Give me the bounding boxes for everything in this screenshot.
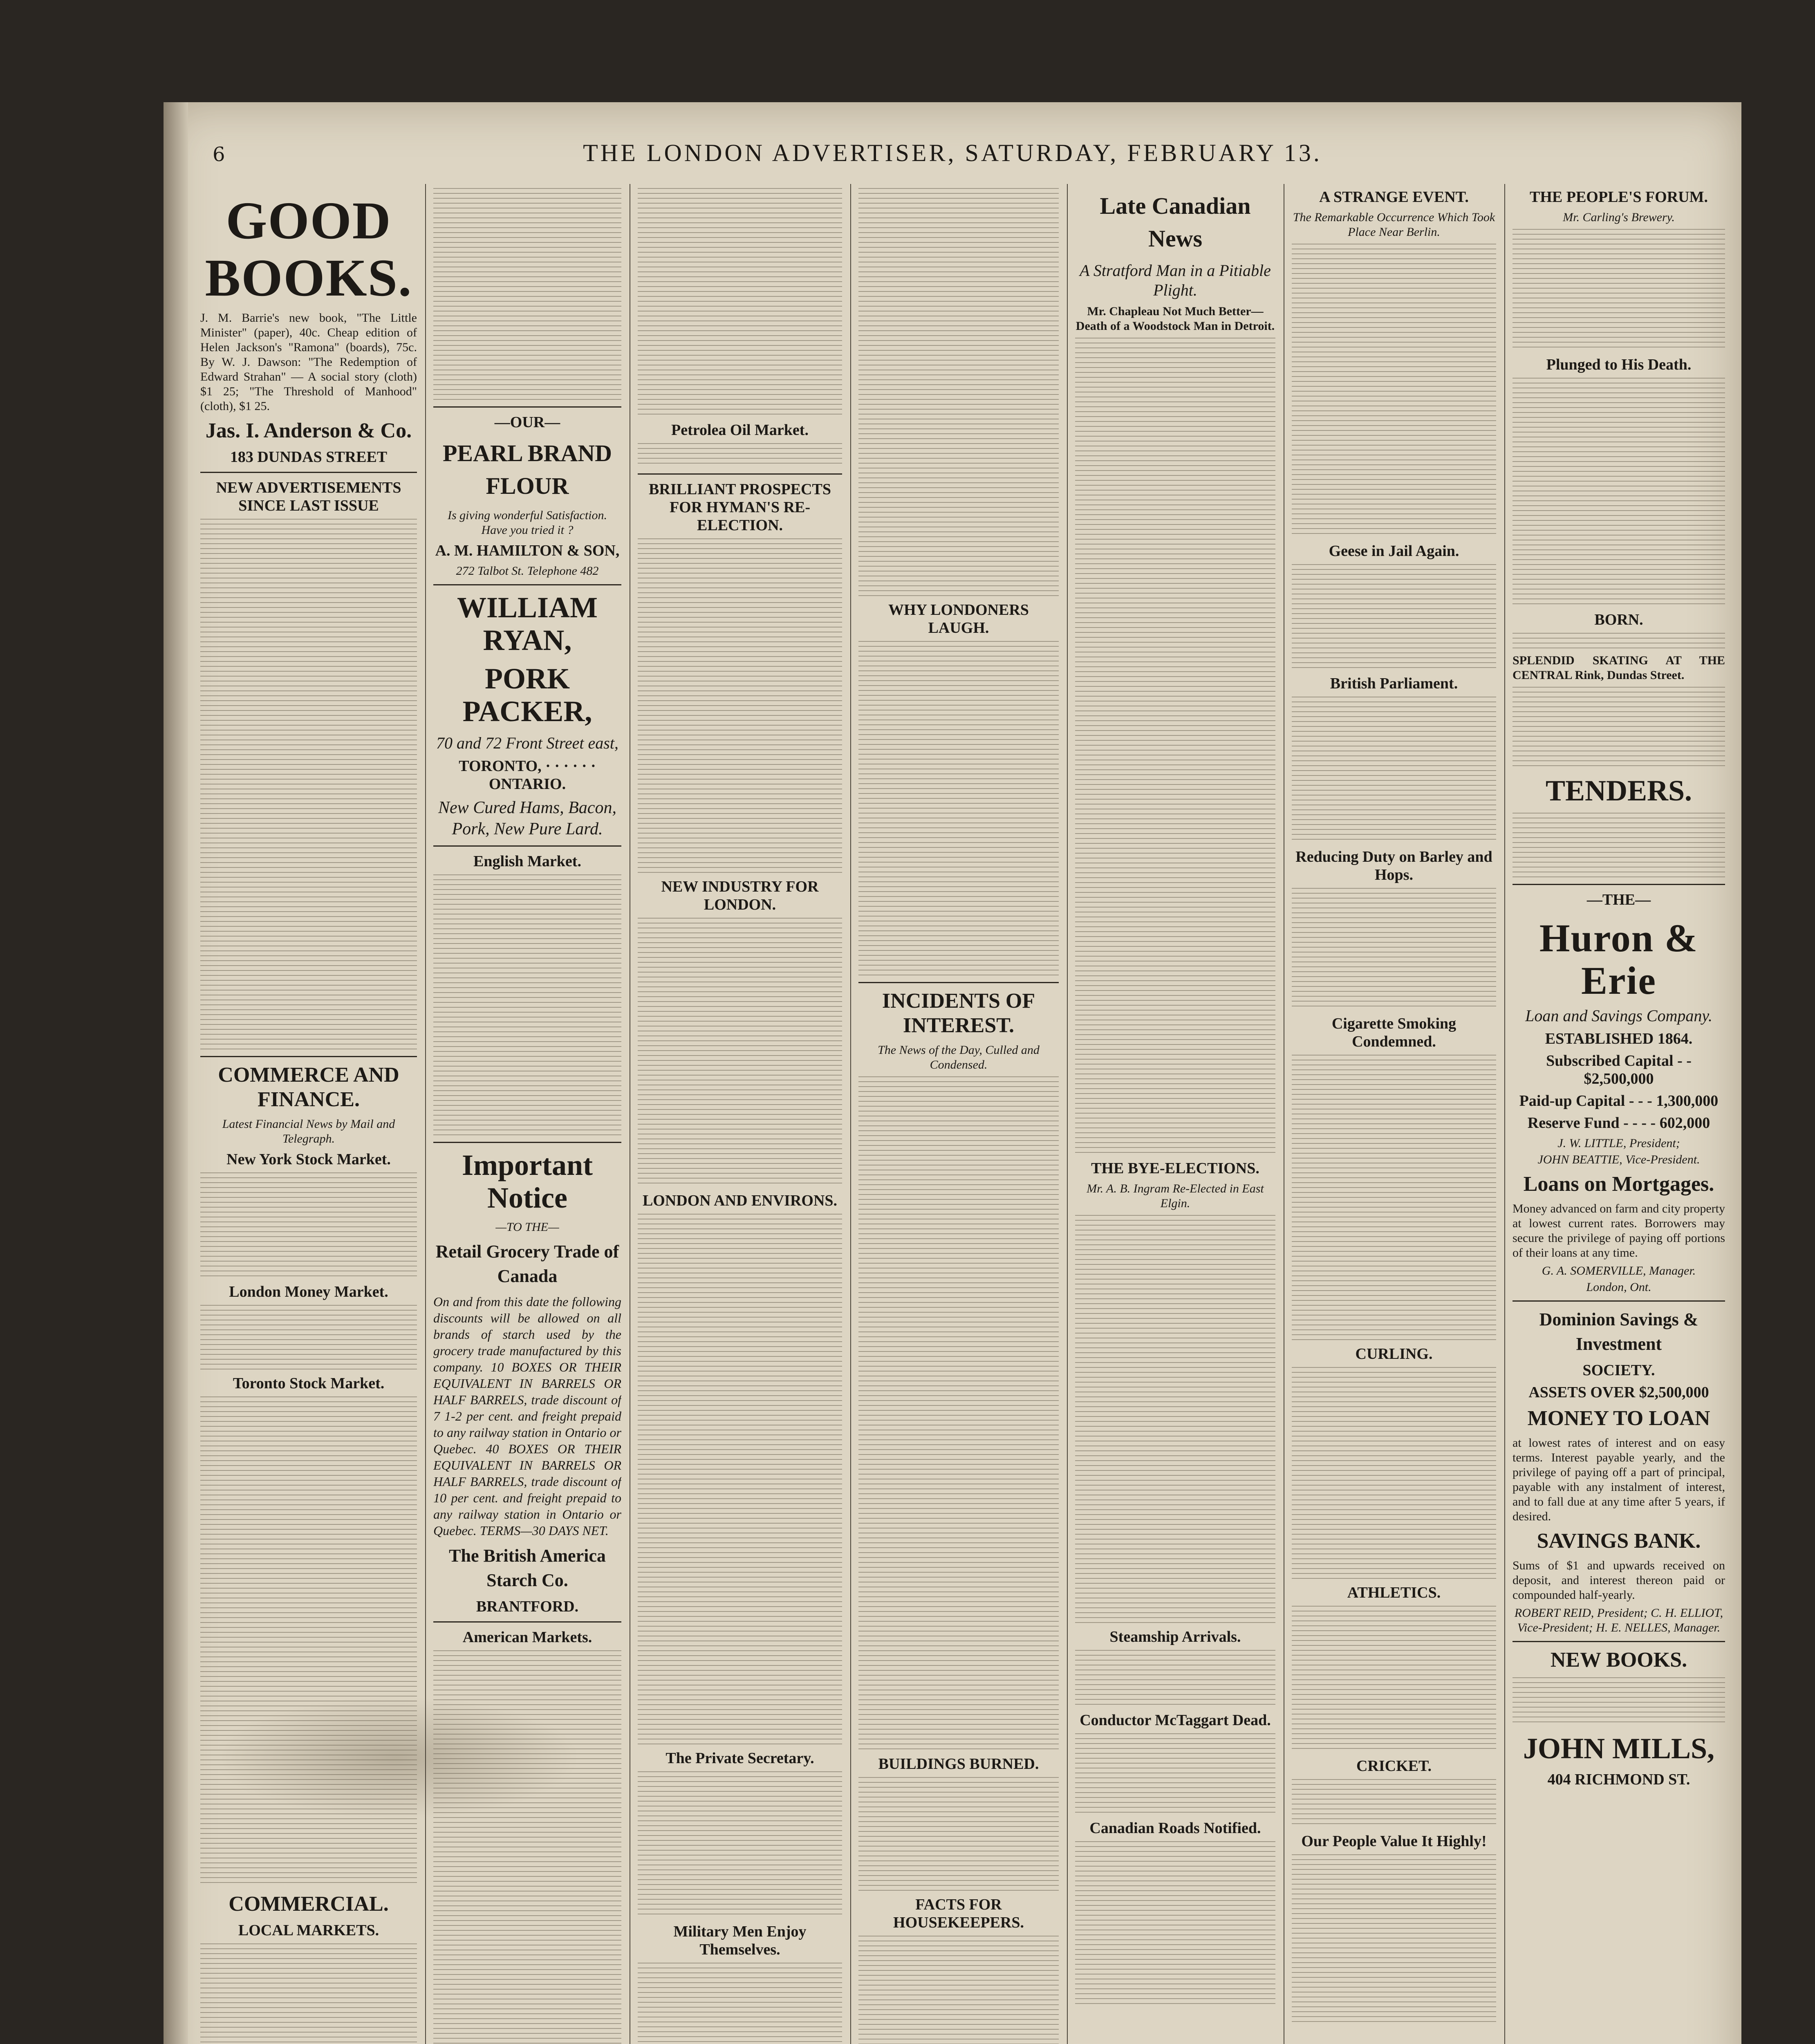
loan-savings-subheading: Loan and Savings Company. xyxy=(1525,1006,1712,1025)
american-markets-heading: American Markets. xyxy=(462,1629,592,1646)
starch-city: BRANTFORD. xyxy=(476,1598,579,1615)
conductor-text xyxy=(1075,1733,1275,1815)
column-6 xyxy=(1292,184,1496,2044)
money-to-loan-text: at lowest rates of interest and on easy terms. Interest payable yearly, and the privilege of paying off a part of principal, payable with any instalment of interest, and to fall due at any time after 5 years, if desired. xyxy=(1512,1436,1725,1523)
born-heading: BORN. xyxy=(1594,611,1643,628)
column-5 xyxy=(1075,184,1275,2044)
hamilton-firm: A. M. HAMILTON & SON, xyxy=(435,542,620,559)
pearl-flour-ad: PEARL BRAND FLOUR xyxy=(442,440,612,499)
skating-notice: SPLENDID SKATING AT THE CENTRAL Rink, Dundas Street. xyxy=(1512,654,1725,682)
article-text xyxy=(858,188,1059,597)
geese-text xyxy=(1292,564,1496,670)
carling-subheading: Mr. Carling's Brewery. xyxy=(1563,211,1675,224)
cricket-text xyxy=(1292,1779,1496,1828)
english-markets-heading: English Market. xyxy=(473,853,581,870)
divider xyxy=(200,1056,417,1057)
important-notice-heading: Important Notice xyxy=(462,1149,593,1214)
column-rule xyxy=(425,184,426,2044)
divider xyxy=(200,472,417,473)
divider xyxy=(1512,884,1725,885)
john-mills-address: 404 RICHMOND ST. xyxy=(1547,1771,1690,1788)
plunged-text xyxy=(1512,378,1725,607)
military-article-text xyxy=(638,1963,842,2044)
money-to-loan-heading: MONEY TO LOAN xyxy=(1527,1407,1710,1430)
cigarette-text xyxy=(1292,1055,1496,1341)
parliament-text xyxy=(1292,697,1496,844)
president-line: J. W. LITTLE, President; xyxy=(1557,1136,1680,1150)
vice-president-line: JOHN BEATTIE, Vice-President. xyxy=(1537,1153,1700,1166)
column-2 xyxy=(433,184,621,2044)
english-markets-text xyxy=(433,874,621,1136)
hyman-article-text xyxy=(638,538,842,874)
steamship-text xyxy=(1075,1650,1275,1707)
good-books-heading: GOOD BOOKS. xyxy=(205,191,412,307)
column-rule xyxy=(1504,184,1505,2044)
petrolea-text xyxy=(638,443,842,468)
industry-article-text xyxy=(638,918,842,1188)
petrolea-oil-heading: Petrolea Oil Market. xyxy=(671,421,809,439)
facts-housekeepers-heading: FACTS FOR HOUSEKEEPERS. xyxy=(893,1896,1024,1931)
environs-article-text xyxy=(638,1214,842,1745)
divider xyxy=(638,473,842,475)
our-label: —OUR— xyxy=(494,414,560,431)
flour-ad-text: Is giving wonderful Satisfaction. Have you tried it ? xyxy=(448,509,607,537)
divider xyxy=(1512,1300,1725,1302)
ingram-subheading: Mr. A. B. Ingram Re-Elected in East Elgin. xyxy=(1087,1182,1264,1210)
forum-text xyxy=(1512,229,1725,352)
huron-erie-heading: Huron & Erie xyxy=(1539,916,1698,1002)
values-heading: Our People Value It Highly! xyxy=(1301,1833,1487,1850)
new-books-list xyxy=(1512,1677,1725,1726)
commercial-heading: COMMERCIAL. xyxy=(229,1892,389,1916)
savings-bank-heading: SAVINGS BANK. xyxy=(1537,1529,1701,1553)
american-markets-text xyxy=(433,1650,621,2044)
why-londoners-laugh-heading: WHY LONDONERS LAUGH. xyxy=(888,601,1029,637)
packer-city: TORONTO, · · · · · · ONTARIO. xyxy=(459,758,596,793)
values-text xyxy=(1292,1854,1496,2026)
incidents-text xyxy=(858,1076,1059,1751)
local-markets-heading: LOCAL MARKETS. xyxy=(238,1922,379,1939)
toronto-stock-table xyxy=(200,1396,417,1887)
tenders-heading: TENDERS. xyxy=(1545,774,1692,807)
subscribed-capital: Subscribed Capital - - $2,500,000 xyxy=(1546,1052,1692,1087)
notice-text xyxy=(1512,687,1725,769)
geese-heading: Geese in Jail Again. xyxy=(1329,542,1459,560)
stock-text xyxy=(200,1172,417,1279)
tenders-text xyxy=(1512,813,1725,878)
new-books-heading: NEW BOOKS. xyxy=(1550,1648,1687,1672)
railways-text xyxy=(1075,1841,1275,2005)
page-number: 6 xyxy=(213,143,225,166)
conductor-heading: Conductor McTaggart Dead. xyxy=(1080,1712,1271,1729)
produce-price-table xyxy=(433,188,621,401)
books-ad-text: J. M. Barrie's new book, "The Little Minister" (paper), 40c. Cheap edition of Helen Jackson's "Ramona" (boards), 75c. By W. J. Dawson: "The Redemption of Edward Strahan" — A social story (cloth) $1 25; "The Threshold of Manhood" (cloth), $1 25. xyxy=(200,311,417,413)
incidents-heading: INCIDENTS OF INTEREST. xyxy=(882,989,1035,1037)
hamilton-address: 272 Talbot St. Telephone 482 xyxy=(456,564,599,578)
divider xyxy=(1512,1641,1725,1642)
london-environs-heading: LONDON AND ENVIRONS. xyxy=(642,1192,838,1209)
toronto-stock-heading: Toronto Stock Market. xyxy=(233,1375,385,1392)
railways-heading: Canadian Roads Notified. xyxy=(1089,1820,1261,1837)
mortgages-heading: Loans on Mortgages. xyxy=(1523,1172,1714,1196)
established-line: ESTABLISHED 1864. xyxy=(1545,1030,1693,1047)
column-rule xyxy=(1067,184,1068,2044)
new-ads-heading: NEW ADVERTISEMENTS SINCE LAST ISSUE xyxy=(216,479,401,514)
buildings-burned-heading: BUILDINGS BURNED. xyxy=(878,1755,1039,1773)
to-the-label: —TO THE— xyxy=(495,1220,559,1234)
incidents-subheading: The News of the Day, Culled and Condensed. xyxy=(878,1043,1040,1071)
assets-line: ASSETS OVER $2,500,000 xyxy=(1528,1384,1709,1401)
new-industry-heading: NEW INDUSTRY FOR LONDON. xyxy=(661,878,819,913)
commerce-heading: COMMERCE AND FINANCE. xyxy=(218,1063,399,1111)
athletics-text xyxy=(1292,1606,1496,1753)
divider xyxy=(433,845,621,847)
plunged-heading: Plunged to His Death. xyxy=(1546,356,1692,373)
divider xyxy=(433,406,621,408)
duty-heading: Reducing Duty on Barley and Hops. xyxy=(1295,848,1492,883)
classified-listing-text xyxy=(200,519,417,1050)
mortgage-text: Money advanced on farm and city property at lowest current rates. Borrowers may secure the privilege of paying off portions of their loans at any time. xyxy=(1512,1202,1725,1260)
newspaper-title: THE LONDON ADVERTISER, SATURDAY, FEBRUARY 13. xyxy=(583,139,1322,166)
commerce-subheading: Latest Financial News by Mail and Telegraph. xyxy=(222,1117,395,1145)
reserve-fund: Reserve Fund - - - - 602,000 xyxy=(1527,1114,1710,1132)
manager-line: G. A. SOMERVILLE, Manager. xyxy=(1542,1264,1696,1278)
athletics-heading: ATHLETICS. xyxy=(1347,1584,1441,1601)
society-label: SOCIETY. xyxy=(1582,1362,1655,1379)
dominion-savings-heading: Dominion Savings & Investment xyxy=(1539,1309,1698,1354)
duty-text xyxy=(1292,888,1496,1011)
hyman-heading: BRILLIANT PROSPECTS FOR HYMAN'S RE-ELECTION. xyxy=(649,481,831,534)
curling-text xyxy=(1292,1367,1496,1580)
article-text xyxy=(638,188,842,417)
parliament-heading: British Parliament. xyxy=(1330,675,1458,692)
born-text xyxy=(1512,633,1725,649)
the-label: —THE— xyxy=(1586,891,1651,908)
retail-grocery-heading: Retail Grocery Trade of Canada xyxy=(435,1242,619,1286)
facts-text xyxy=(858,1936,1059,2044)
local-markets-table xyxy=(200,1943,417,2044)
ryan-name: WILLIAM RYAN, xyxy=(457,591,598,657)
savings-bank-text: Sums of $1 and upwards received on deposit, and interest thereon paid or compounded half-yearly. xyxy=(1512,1559,1725,1602)
laugh-article-text xyxy=(858,641,1059,976)
late-canadian-news-heading: Late Canadian News xyxy=(1100,193,1251,252)
election-results-text xyxy=(1075,1215,1275,1624)
peoples-forum-heading: THE PEOPLE'S FORUM. xyxy=(1530,188,1708,206)
cigarette-heading: Cigarette Smoking Condemned. xyxy=(1331,1015,1456,1050)
divider xyxy=(433,1621,621,1623)
masthead xyxy=(164,139,1741,180)
divider xyxy=(858,982,1059,983)
column-1 xyxy=(200,184,417,2044)
strange-event-text xyxy=(1292,244,1496,538)
secretary-article-text xyxy=(638,1771,842,1918)
paid-up-capital: Paid-up Capital - - - 1,300,000 xyxy=(1519,1092,1719,1109)
ny-stock-heading: New York Stock Market. xyxy=(226,1151,391,1168)
cured-hams-ad: New Cured Hams, Bacon, Pork, New Pure Lard. xyxy=(438,798,616,838)
remarkable-subheading: The Remarkable Occurrence Which Took Place Near Berlin. xyxy=(1293,211,1495,239)
divider xyxy=(433,584,621,585)
anderson-firm-name: Jas. I. Anderson & Co. xyxy=(205,419,412,442)
column-rule xyxy=(850,184,851,2044)
canadian-news-text xyxy=(1075,338,1275,1155)
divider xyxy=(433,1142,621,1143)
page-binding-edge xyxy=(164,102,188,2044)
london-money-heading: London Money Market. xyxy=(229,1283,388,1300)
john-mills-name: JOHN MILLS, xyxy=(1523,1732,1715,1765)
officers-line: ROBERT REID, President; C. H. ELLIOT, Vice-President; H. E. NELLES, Manager. xyxy=(1514,1606,1723,1634)
starch-notice-text: On and from this date the following discounts will be allowed on all brands of starch used by the grocery trade manufactured by this company. 10 BOXES OR THEIR EQUIVALENT IN BARRELS OR HALF BARRELS, trade discount of 7 1-2 per cent. and freight prepaid to any railway station in Ontario or Quebec. 40 BOXES OR THEIR EQUIVALENT IN BARRELS OR HALF BARRELS, trade discount of 10 per cent. and freight prepaid to any railway station in Ontario or Quebec. TERMS—30 DAYS NET. xyxy=(433,1294,621,1538)
column-4 xyxy=(858,184,1059,2044)
curling-heading: CURLING. xyxy=(1355,1345,1433,1363)
starch-company: The British America Starch Co. xyxy=(449,1546,606,1590)
money-text xyxy=(200,1305,417,1370)
packer-address: 70 and 72 Front Street east, xyxy=(436,734,618,752)
chapleau-subheading: Mr. Chapleau Not Much Better—Death of a Woodstock Man in Detroit. xyxy=(1076,305,1275,333)
private-secretary-heading: The Private Secretary. xyxy=(666,1750,814,1767)
cricket-heading: CRICKET. xyxy=(1356,1757,1432,1775)
pork-packer: PORK PACKER, xyxy=(462,662,592,728)
anderson-address: 183 DUNDAS STREET xyxy=(230,448,388,466)
column-7 xyxy=(1512,184,1725,2044)
stratford-subheading: A Stratford Man in a Pitiable Plight. xyxy=(1080,261,1271,299)
bye-elections-heading: THE BYE-ELECTIONS. xyxy=(1091,1160,1259,1177)
buildings-text xyxy=(858,1777,1059,1892)
strange-event-heading: A STRANGE EVENT. xyxy=(1319,188,1469,206)
column-3 xyxy=(638,184,842,2044)
newspaper-page xyxy=(164,102,1741,2044)
steamship-heading: Steamship Arrivals. xyxy=(1109,1628,1241,1645)
london-ont-line: London, Ont. xyxy=(1586,1280,1651,1294)
military-heading: Military Men Enjoy Themselves. xyxy=(673,1923,807,1958)
